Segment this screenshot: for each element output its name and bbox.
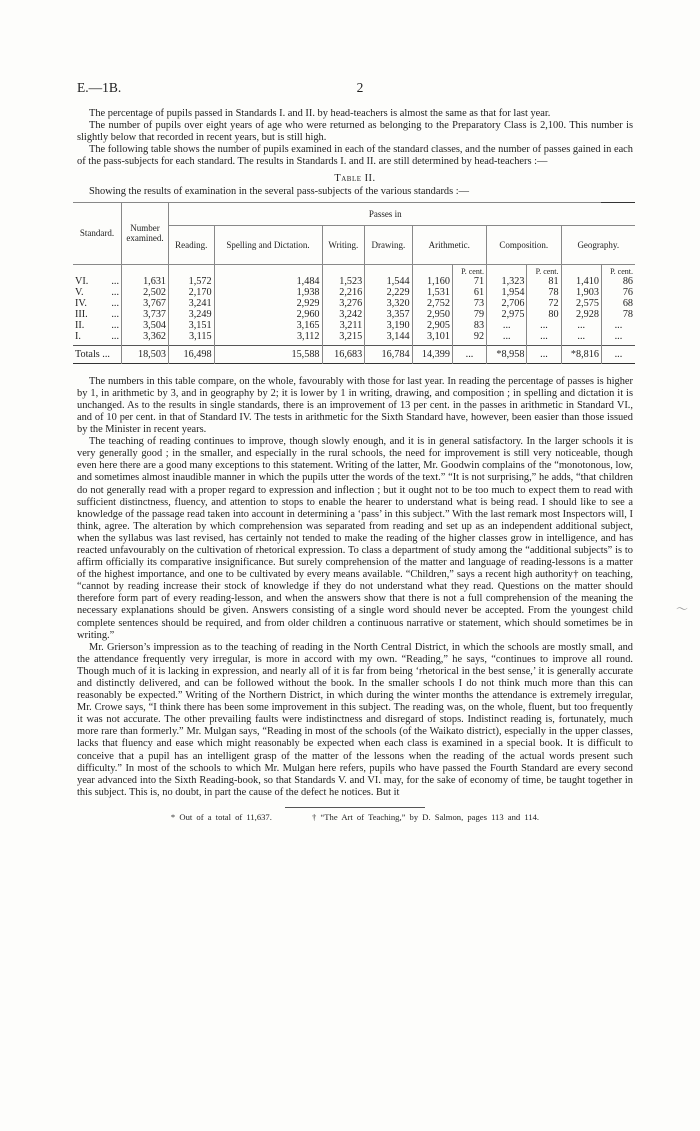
- cell-geography-pc: 78: [601, 309, 635, 320]
- cell-spelling: 1,484: [214, 276, 322, 287]
- cell-composition-pc: ...: [527, 320, 561, 331]
- cell-geography: ...: [561, 331, 601, 346]
- cell-arithmetic-pc: 73: [452, 298, 486, 309]
- cell-reading: 3,241: [169, 298, 215, 309]
- table-row: [73, 320, 635, 331]
- per-cent-label: P. cent.: [601, 264, 635, 276]
- cell-writing: 16,683: [322, 345, 365, 363]
- cell-arithmetic: 2,950: [412, 309, 452, 320]
- cell-composition: ...: [487, 331, 527, 346]
- cell-writing: 3,242: [322, 309, 365, 320]
- cell-standard: V. ...: [75, 286, 119, 298]
- cell-writing: 3,276: [322, 298, 365, 309]
- col-number-examined: Number examined.: [122, 202, 169, 264]
- cell-spelling: 3,112: [214, 331, 322, 346]
- cell-drawing: 3,190: [365, 320, 412, 331]
- cell-geography-pc: 86: [601, 276, 635, 287]
- cell-standard: II. ...: [75, 319, 119, 331]
- page-content: [77, 108, 633, 823]
- cell-composition-pc: 80: [527, 309, 561, 320]
- col-composition: Composition.: [487, 225, 561, 264]
- cell-arithmetic-pc: 71: [452, 276, 486, 287]
- col-writing: Writing.: [322, 225, 365, 264]
- cell-arithmetic: 14,399: [412, 345, 452, 363]
- cell-writing: 1,523: [322, 276, 365, 287]
- cell-standard: III. ...: [75, 308, 119, 320]
- cell-examined: 3,767: [122, 298, 169, 309]
- cell-geography-pc: 68: [601, 298, 635, 309]
- cell-arithmetic: 1,160: [412, 276, 452, 287]
- cell-arithmetic: 3,101: [412, 331, 452, 346]
- cell-composition: ...: [487, 320, 527, 331]
- cell-composition: 2,706: [487, 298, 527, 309]
- table-row: [73, 298, 635, 309]
- cell-reading: 1,572: [169, 276, 215, 287]
- cell-examined: 3,737: [122, 309, 169, 320]
- cell-drawing: 3,320: [365, 298, 412, 309]
- cell-examined: 1,631: [122, 276, 169, 287]
- per-cent-row: [73, 264, 635, 276]
- cell-examined: 2,502: [122, 287, 169, 298]
- cell-composition: 1,954: [487, 287, 527, 298]
- paragraph: The following table shows the number of pupils examined in each of the standard classes, and the number of passes gained in each of the pass-subjects for each standard. The results in Standards I. and II. are still determined by head-teachers :—: [77, 144, 633, 168]
- cell-geography: 2,575: [561, 298, 601, 309]
- cell-standard: IV. ...: [75, 297, 119, 309]
- cell-geography-pc: ...: [601, 345, 635, 363]
- footnote-total: * Out of a total of 11,637.: [170, 811, 272, 822]
- per-cent-label: P. cent.: [527, 264, 561, 276]
- cell-examined: 18,503: [122, 345, 169, 363]
- paragraph: The teaching of reading continues to improve, though slowly enough, and it is in general satisfactory. In the larger schools it is very generally good ; in the smaller, and especially in the rural schools, the need for improvement is still very noticeable, though even here there are a good many exceptions to this statement. Writing of the latter, Mr. Goodwin complains of the “monotonous, low, and sometimes almost inaudible manner in which the pupils utter the words of the text.” “It is not surprising,” he adds, “that children do not generally read with a proper regard to expression and inflection ; but it ought not to be too much to expect them to read with sufficient distinctness, fluency, and attention to stops to enable the hearer to understand what is being read. I should like to see a knowledge of the passage read taken into account in determining a ‘pass’ in this subject.” With the last remark most Inspectors will, I think, agree. The alteration by which comprehension was separated from reading and set up as an independent additional subject, when the syllabus was last revised, has certainly not tended to make the reading of the higher classes grow in intelligence, and has reacted unfavourably on the cultivation of rhetorical expression. To class a department of study among the “additional subjects” is to affirm officially its comparative insignificance. But surely comprehension of the matter and language of reading-lessons is a matter of the highest importance, and one to be cultivated by every means available. “Children,” says a recent high authority† on teaching, “cannot by reading increase their stock of knowledge if they do not understand what they read. Questions on the matter should therefore form part of every reading-lesson, and when the answers show that there is not a full comprehension of the meaning the necessary explanations should be given. Answers consisting of a single word should never be accepted. From the youngest child complete sentences should be required, and from older children a continuous narrative or statement, which should sometimes be in writing.”: [77, 436, 633, 641]
- paragraph: Mr. Grierson’s impression as to the teaching of reading in the North Central District, in which the schools are mostly small, and the attendance frequently very irregular, is more in accord with my own. “Reading,” he says, “continues to improve all round. Though much of it is lacking in expression, and nearly all of it is far from being ‘rhetorical in the best sense,’ it is generally accurate and distinctly delivered, and can be followed without the book. In the smaller schools I do not think much more than this can reasonably be expected.” Writing of the Northern District, in which during the winter months the attendance is extremely irregular, Mr. Crowe says, “I think there has been some improvement in this subject. The reading was, on the whole, fluent, but too frequently it was not accurate. The other prevailing faults were indistinctness and disregard of stops. Indistinct reading is, fortunately, much more rare than formerly.” Mr. Mulgan says, “Reading in most of the schools (of the Waikato district), especially in the upper classes, lacks that fluency and ease which might reasonably be expected when each class is examined in a special book. It is difficult to conceive that a pupil has an intelligent grasp of the matter of the lessons when the reading of the actual words present such difficulty.” In most of the schools to which Mr. Mulgan here refers, pupils who have passed the Fourth Standard are every second year advanced into the Sixth Reading-book, so that Standards V. and VI. may, for the sake of economy of time, be taught together in this subject. This is, no doubt, in part the cause of the defect he notices. But it: [77, 641, 633, 798]
- cell-standard: VI. ...: [75, 275, 119, 287]
- cell-arithmetic-pc: 92: [452, 331, 486, 346]
- cell-drawing: 2,229: [365, 287, 412, 298]
- table-row: [73, 276, 635, 287]
- cell-drawing: 3,144: [365, 331, 412, 346]
- col-drawing: Drawing.: [365, 225, 412, 264]
- table-row: [73, 287, 635, 298]
- col-geography: Geography.: [561, 225, 635, 264]
- paragraph: The percentage of pupils passed in Standards I. and II. by head-teachers is almost the same as that for last year.: [89, 108, 551, 119]
- cell-spelling: 1,938: [214, 287, 322, 298]
- footnotes: [77, 811, 633, 823]
- cell-drawing: 16,784: [365, 345, 412, 363]
- col-arithmetic: Arithmetic.: [412, 225, 486, 264]
- cell-arithmetic: 2,905: [412, 320, 452, 331]
- cell-spelling: 15,588: [214, 345, 322, 363]
- footnote-divider: [285, 807, 425, 808]
- table-title: Table II.: [334, 173, 376, 185]
- cell-reading: 3,151: [169, 320, 215, 331]
- per-cent-label: P. cent.: [452, 264, 486, 276]
- table-row: [73, 331, 635, 346]
- cell-reading: 3,115: [169, 331, 215, 346]
- cell-reading: 3,249: [169, 309, 215, 320]
- cell-geography: *8,816: [561, 345, 601, 363]
- cell-geography: 1,903: [561, 287, 601, 298]
- page-number: 2: [356, 80, 364, 95]
- cell-examined: 3,504: [122, 320, 169, 331]
- cell-writing: 3,215: [322, 331, 365, 346]
- results-table: [73, 202, 635, 364]
- cell-reading: 2,170: [169, 287, 215, 298]
- cell-spelling: 3,165: [214, 320, 322, 331]
- cell-geography: 1,410: [561, 276, 601, 287]
- totals-row: [73, 345, 635, 363]
- margin-mark: 〜: [676, 602, 689, 616]
- paragraph: The numbers in this table compare, on the whole, favourably with those for last year. In reading the percentage of passes is higher by 1, in arithmetic by 3, and in geography by 2; it is lower by 1 in writing, drawing, and composition ; in spelling and dictation it is unchanged. As to the results in single standards, there is an improvement of 13 per cent. in the passes in arithmetic in Standard VI., and of 10 per cent. in that of Standard IV. The tests in arithmetic for the Sixth Standard have, however, been easier than those issued by the Minister in recent years.: [77, 375, 633, 436]
- cell-composition-pc: 72: [527, 298, 561, 309]
- cell-geography: ...: [561, 320, 601, 331]
- footnote-reference: † “The Art of Teaching,” by D. Salmon, pages 113 and 114.: [312, 811, 540, 822]
- table-caption: Showing the results of examination in the several pass-subjects of the various standards :—: [89, 185, 470, 197]
- cell-totals-label: Totals ...: [73, 345, 122, 363]
- cell-spelling: 2,960: [214, 309, 322, 320]
- cell-composition-pc: 78: [527, 287, 561, 298]
- cell-spelling: 2,929: [214, 298, 322, 309]
- cell-composition-pc: ...: [527, 345, 561, 363]
- cell-geography-pc: ...: [601, 320, 635, 331]
- cell-geography-pc: 76: [601, 287, 635, 298]
- cell-arithmetic-pc: 79: [452, 309, 486, 320]
- cell-writing: 3,211: [322, 320, 365, 331]
- paragraph: The number of pupils over eight years of age who were returned as belonging to the Preparatory Class is 2,100. This number is slightly below that recorded in recent years, but is still high.: [77, 120, 633, 144]
- cell-standard: I. ...: [75, 330, 119, 342]
- cell-drawing: 1,544: [365, 276, 412, 287]
- cell-composition-pc: 81: [527, 276, 561, 287]
- cell-geography: 2,928: [561, 309, 601, 320]
- cell-composition: 1,323: [487, 276, 527, 287]
- cell-composition-pc: ...: [527, 331, 561, 346]
- cell-composition: 2,975: [487, 309, 527, 320]
- table-row: [73, 309, 635, 320]
- cell-geography-pc: ...: [601, 331, 635, 346]
- passes-in-header: Passes in: [169, 202, 602, 225]
- cell-arithmetic: 2,752: [412, 298, 452, 309]
- cell-arithmetic: 1,531: [412, 287, 452, 298]
- document-reference: E.—1B.: [77, 80, 122, 95]
- col-reading: Reading.: [169, 225, 215, 264]
- cell-arithmetic-pc: 83: [452, 320, 486, 331]
- cell-writing: 2,216: [322, 287, 365, 298]
- col-spelling: Spelling and Dictation.: [214, 225, 322, 264]
- cell-composition: *8,958: [487, 345, 527, 363]
- page-header: [77, 80, 643, 96]
- cell-drawing: 3,357: [365, 309, 412, 320]
- cell-reading: 16,498: [169, 345, 215, 363]
- cell-arithmetic-pc: ...: [452, 345, 486, 363]
- cell-arithmetic-pc: 61: [452, 287, 486, 298]
- cell-examined: 3,362: [122, 331, 169, 346]
- col-standard: Standard.: [73, 202, 122, 264]
